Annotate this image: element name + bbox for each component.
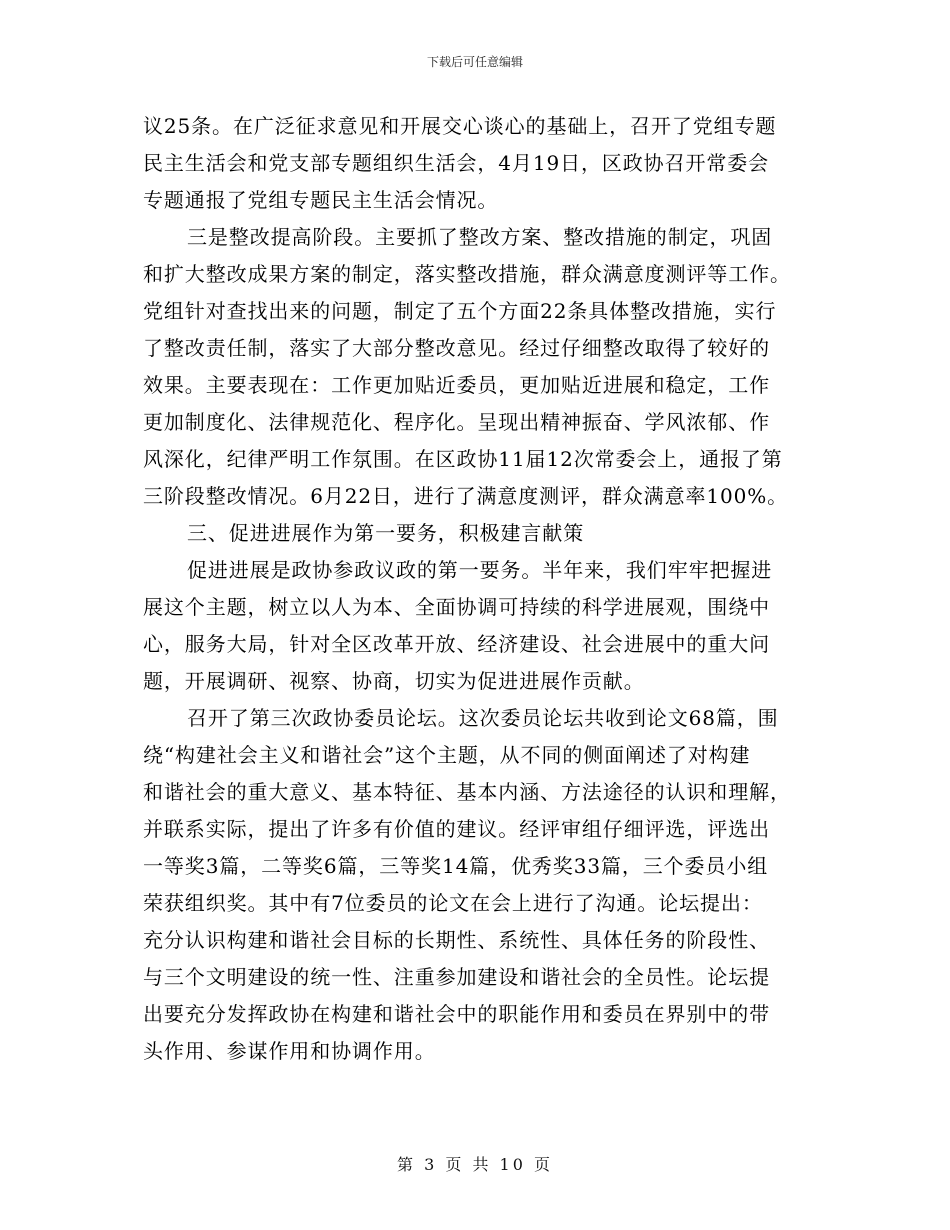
text-line: 头作用、参谋作用和协调作用。	[143, 1039, 436, 1063]
text-line: 心，服务大局，针对全区改革开放、经济建设、社会进展中的重大问	[143, 632, 770, 656]
text-line: 效果。主要表现在：工作更加贴近委员，更加贴近进展和稳定，工作	[143, 373, 770, 397]
text-line: 展这个主题，树立以人为本、全面协调可持续的科学进展观，围绕中	[143, 595, 770, 619]
text-line: 充分认识构建和谐社会目标的长期性、系统性、具体任务的阶段性、	[143, 928, 770, 952]
text-line: 党组针对查找出来的问题，制定了五个方面22条具体整改措施，实行	[143, 299, 777, 323]
text-line: 题，开展调研、视察、协商，切实为促进进展作贡献。	[143, 669, 645, 693]
document-body	[143, 108, 815, 1070]
text-line: 和谐社会的重大意义、基本特征、基本内涵、方法途径的认识和理解，	[143, 780, 791, 804]
text-line: 与三个文明建设的统一性、注重参加建设和谐社会的全员性。论坛提	[143, 965, 770, 989]
text-line: 绕“构建社会主义和谐社会”这个主题，从不同的侧面阐述了对构建	[143, 743, 751, 767]
page-number: 第 3 页 共 10 页	[397, 1155, 553, 1174]
text-line: 一等奖3篇，二等奖6篇，三等奖14篇，优秀奖33篇，三个委员小组	[143, 854, 769, 878]
text-line: 并联系实际，提出了许多有价值的建议。经评审组仔细评选，评选出	[143, 817, 770, 841]
text-line: 更加制度化、法律规范化、程序化。呈现出精神振奋、学风浓郁、作	[143, 410, 770, 434]
text-line: 风深化，纪律严明工作氛围。在区政协11届12次常委会上，通报了第	[143, 447, 783, 471]
text-line: 促进进展是政协参政议政的第一要务。半年来，我们牢牢把握进	[187, 558, 773, 582]
text-line: 三是整改提高阶段。主要抓了整改方案、整改措施的制定，巩固	[187, 225, 773, 249]
text-line: 和扩大整改成果方案的制定，落实整改措施，群众满意度测评等工作。	[143, 262, 791, 286]
text-line: 三阶段整改情况。6月22日，进行了满意度测评，群众满意率100%。	[143, 484, 789, 508]
text-line: 了整改责任制，落实了大部分整改意见。经过仔细整改取得了较好的	[143, 336, 770, 360]
text-line: 荣获组织奖。其中有7位委员的论文在会上进行了沟通。论坛提出：	[143, 891, 763, 915]
text-line: 议25条。在广泛征求意见和开展交心谈心的基础上，召开了党组专题	[143, 114, 777, 138]
text-line: 召开了第三次政协委员论坛。这次委员论坛共收到论文68篇，围	[187, 706, 779, 730]
text-line: 民主生活会和党支部专题组织生活会，4月19日，区政协召开常委会	[143, 151, 770, 175]
text-line: 出要充分发挥政协在构建和谐社会中的职能作用和委员在界别中的带	[143, 1002, 770, 1026]
text-line: 专题通报了党组专题民主生活会情况。	[143, 188, 499, 212]
section-heading: 三、促进进展作为第一要务，积极建言献策	[187, 521, 585, 545]
page-header: 下载后可任意编辑	[426, 55, 523, 69]
